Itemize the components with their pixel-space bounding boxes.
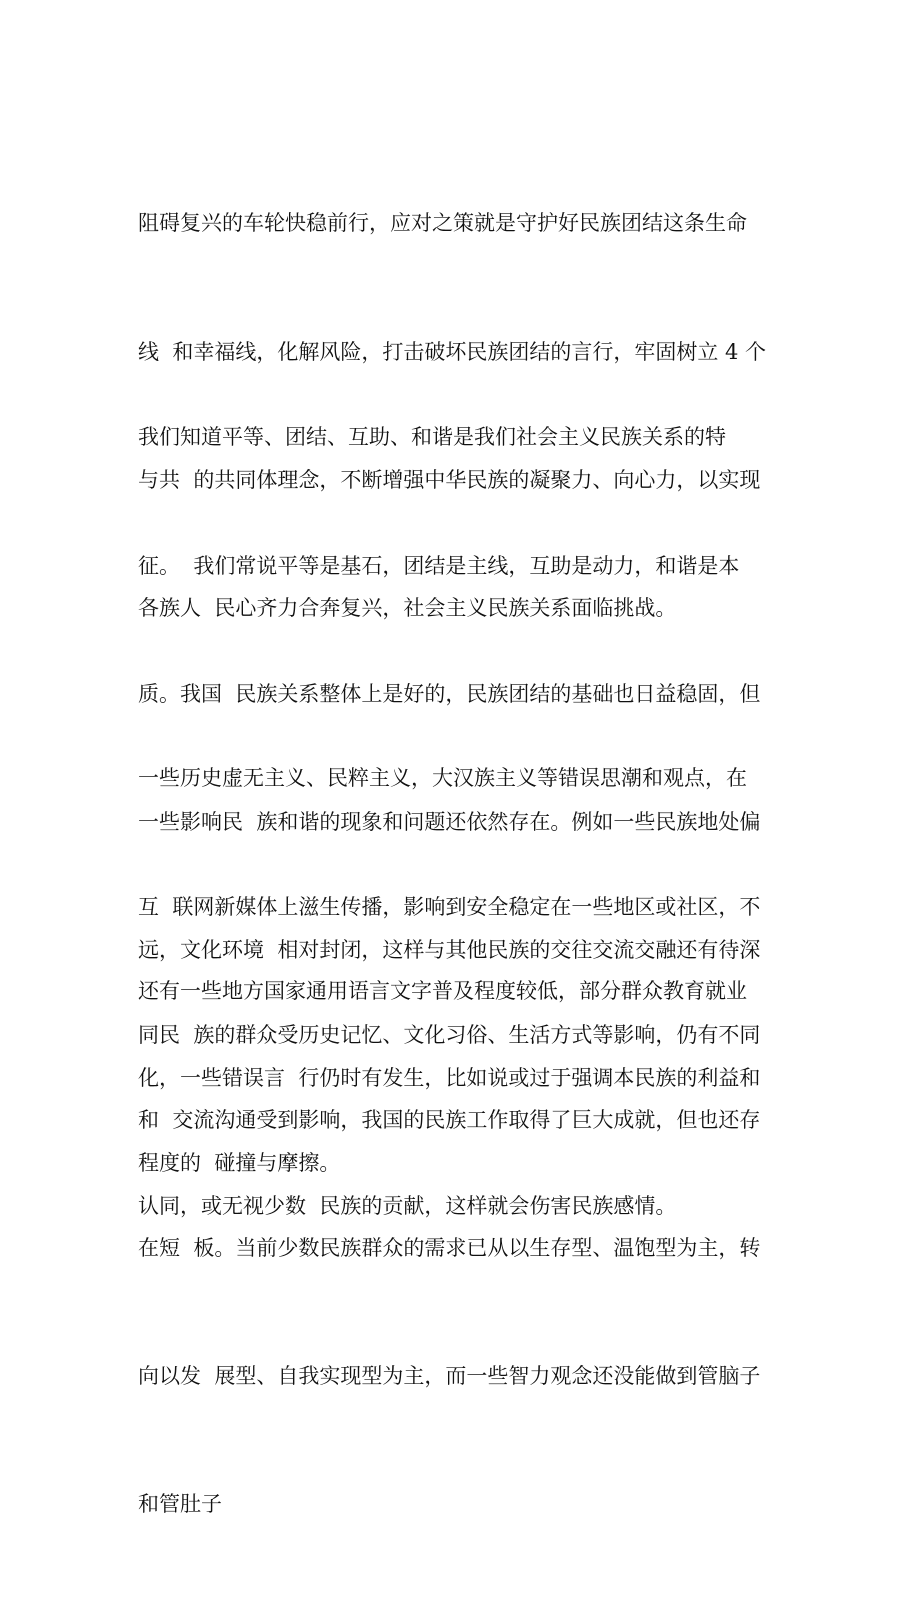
paragraph-line: 阻碍复兴的车轮快稳前行，应对之策就是守护好民族团结这条生命: [138, 211, 747, 236]
paragraph-line: 向以发 展型、自我实现型为主，而一些智力观念还没能做到管脑子: [138, 1363, 761, 1388]
paragraph-line: 各族人 民心齐力合奔复兴，社会主义民族关系面临挑战。: [138, 595, 677, 620]
paragraph-line: 征。 我们常说平等是基石，团结是主线，互助是动力，和谐是本: [138, 553, 740, 578]
paragraph-line: 认同，或无视少数 民族的贡献，这样就会伤害民族感情。: [138, 1193, 677, 1218]
paragraph-line: 线 和幸福线，化解风险，打击破坏民族团结的言行，牢固树立 4 个: [138, 339, 767, 364]
paragraph-line: 远，文化环境 相对封闭，这样与其他民族的交往交流交融还有待深: [138, 937, 761, 962]
paragraph-line: 在短 板。当前少数民族群众的需求已从以生存型、温饱型为主，转: [138, 1235, 761, 1260]
paragraph-line: 同民 族的群众受历史记忆、文化习俗、生活方式等影响，仍有不同: [138, 1022, 761, 1047]
paragraph-line: 互 联网新媒体上滋生传播，影响到安全稳定在一些地区或社区，不: [138, 894, 761, 919]
paragraph-line: 质。我国 民族关系整体上是好的，民族团结的基础也日益稳固，但: [138, 681, 761, 706]
paragraph-line: 一些影响民 族和谐的现象和问题还依然存在。例如一些民族地处偏: [138, 809, 761, 834]
paragraph-line: 程度的 碰撞与摩擦。: [138, 1150, 341, 1175]
paragraph-line: 和管肚子: [138, 1491, 222, 1516]
paragraph-line: 和 交流沟通受到影响，我国的民族工作取得了巨大成就，但也还存: [138, 1107, 761, 1132]
paragraph-line: 与共 的共同体理念，不断增强中华民族的凝聚力、向心力，以实现: [138, 467, 761, 492]
paragraph-line: 我们知道平等、团结、互助、和谐是我们社会主义民族关系的特: [138, 425, 726, 450]
paragraph-line: 还有一些地方国家通用语言文字普及程度较低，部分群众教育就业: [138, 979, 747, 1004]
paragraph-line: 一些历史虚无主义、民粹主义，大汉族主义等错误思潮和观点，在: [138, 766, 747, 791]
paragraph-4: [138, 885, 788, 1611]
paragraph-line: 化，一些错误言 行仍时有发生，比如说或过于强调本民族的利益和: [138, 1065, 761, 1090]
